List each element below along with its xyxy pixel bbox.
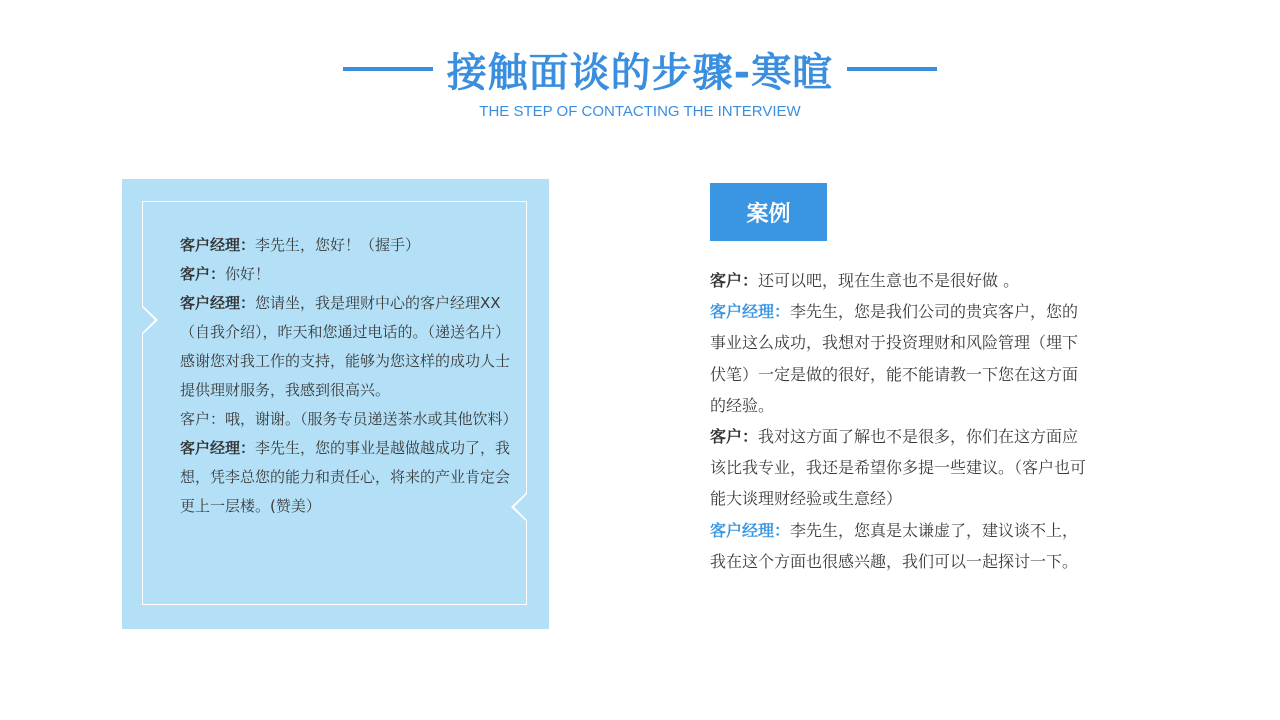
- line-text: 李先生，您真是太谦虚了，建议谈不上，我在这个方面也很感兴趣，我们可以一起探讨一下。: [710, 520, 1079, 571]
- case-line: [710, 265, 1090, 296]
- line-text: 还可以吧，现在生意也不是很好做 。: [758, 271, 1020, 290]
- dialog-line: [180, 231, 518, 260]
- line-text: 你好！: [225, 265, 271, 283]
- dialog-line: [180, 434, 518, 521]
- speaker-label: 客户：: [710, 271, 759, 290]
- dialog-text: [180, 231, 518, 521]
- speaker-label: 客户经理：: [710, 302, 791, 322]
- case-button[interactable]: 案例: [710, 183, 827, 241]
- line-text: 您请坐，我是理财中心的客户经理XX（自我介绍），昨天和您通过电话的。（递送名片）感谢您对我工作的支持，能够为您这样的成功人士提供理财服务，我感到很高兴。: [180, 294, 511, 399]
- dialog-line: [180, 289, 518, 405]
- case-line: [710, 296, 1090, 421]
- speaker-label: 客户经理：: [180, 439, 256, 457]
- case-line: [710, 515, 1090, 577]
- line-text: 李先生，您是我们公司的贵宾客户，您的事业这么成功，我想对于投资理财和风险管理（埋下伏笔）一定是做的很好，能不能请教一下您在这方面的经验。: [710, 302, 1079, 415]
- line-text: 李先生，您好！（握手）: [255, 236, 421, 254]
- speaker-label: 客户：: [710, 427, 759, 447]
- line-text: 客户：哦，谢谢。（服务专员递送茶水或其他饮料）: [180, 410, 518, 428]
- title-line-right: [847, 67, 937, 71]
- case-line: [710, 421, 1090, 515]
- dialog-line: [180, 260, 518, 289]
- page-subtitle: THE STEP OF CONTACTING THE INTERVIEW: [479, 103, 801, 120]
- title-row: [0, 38, 1280, 100]
- frame-notch-left-fill: [142, 307, 155, 333]
- speaker-label: 客户经理：: [180, 236, 256, 254]
- page-title: 接触面谈的步骤-寒暄: [446, 49, 834, 96]
- speaker-label: 客户经理：: [180, 294, 256, 312]
- speaker-label: 客户经理：: [710, 520, 791, 540]
- dialog-panel: [122, 179, 549, 629]
- speaker-label: 客户：: [180, 265, 226, 283]
- case-text: [710, 265, 1090, 577]
- dialog-line: [180, 405, 518, 434]
- line-text: 李先生，您的事业是越做越成功了，我想，凭李总您的能力和责任心，将来的产业肯定会更上一层楼。(赞美）: [180, 439, 511, 515]
- title-line-left: [343, 67, 433, 71]
- line-text: 我对这方面了解也不是很多，你们在这方面应该比我专业，我还是希望你多提一些建议。（客户也可能大谈理财经验或生意经）: [710, 427, 1087, 509]
